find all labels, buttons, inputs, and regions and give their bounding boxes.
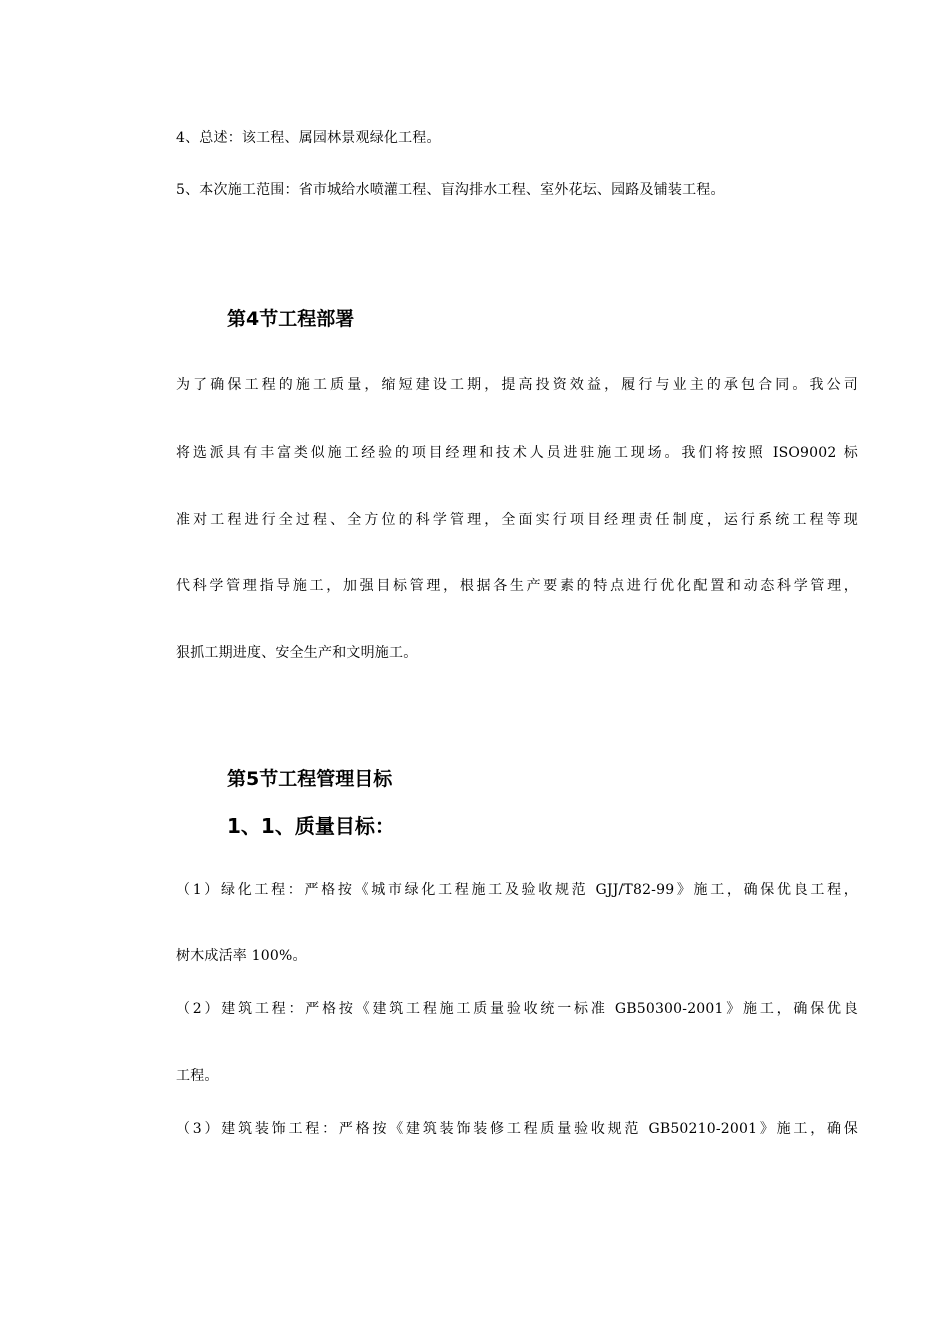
section-4-paragraph-line: 将选派具有丰富类似施工经验的项目经理和技术人员进驻施工现场。我们将按照 ISO9002 标 — [176, 445, 858, 461]
overview-item-4: 4、总述：该工程、属园林景观绿化工程。 — [176, 130, 441, 146]
quality-goal-subheading: 1、1、质量目标： — [227, 814, 395, 838]
section-4-paragraph-line: 狠抓工期进度、安全生产和文明施工。 — [176, 645, 418, 661]
section-5-paragraph-line: （2）建筑工程：严格按《建筑工程施工质量验收统一标准 GB50300-2001》施工，确保优良 — [176, 1001, 858, 1017]
section-5-paragraph-line: 树木成活率 100%。 — [176, 948, 307, 964]
section-4-paragraph-line: 为了确保工程的施工质量，缩短建设工期，提高投资效益，履行与业主的承包合同。我公司 — [176, 377, 858, 393]
section-4-heading: 第4节工程部署 — [227, 308, 355, 330]
section-5-heading: 第5节工程管理目标 — [227, 768, 393, 790]
section-4-paragraph-line: 代科学管理指导施工，加强目标管理，根据各生产要素的特点进行优化配置和动态科学管理， — [176, 578, 858, 594]
section-5-paragraph-line: （1）绿化工程：严格按《城市绿化工程施工及验收规范 GJJ/T82-99》施工，确保优良工程， — [176, 882, 858, 898]
section-4-paragraph-line: 准对工程进行全过程、全方位的科学管理，全面实行项目经理责任制度，运行系统工程等现 — [176, 512, 858, 528]
overview-item-5: 5、本次施工范围：省市城给水喷灌工程、盲沟排水工程、室外花坛、园路及铺装工程。 — [176, 182, 725, 198]
section-5-paragraph-line: 工程。 — [176, 1068, 219, 1084]
section-5-paragraph-line: （3）建筑装饰工程：严格按《建筑装饰装修工程质量验收规范 GB50210-2001》施工，确保 — [176, 1121, 858, 1137]
